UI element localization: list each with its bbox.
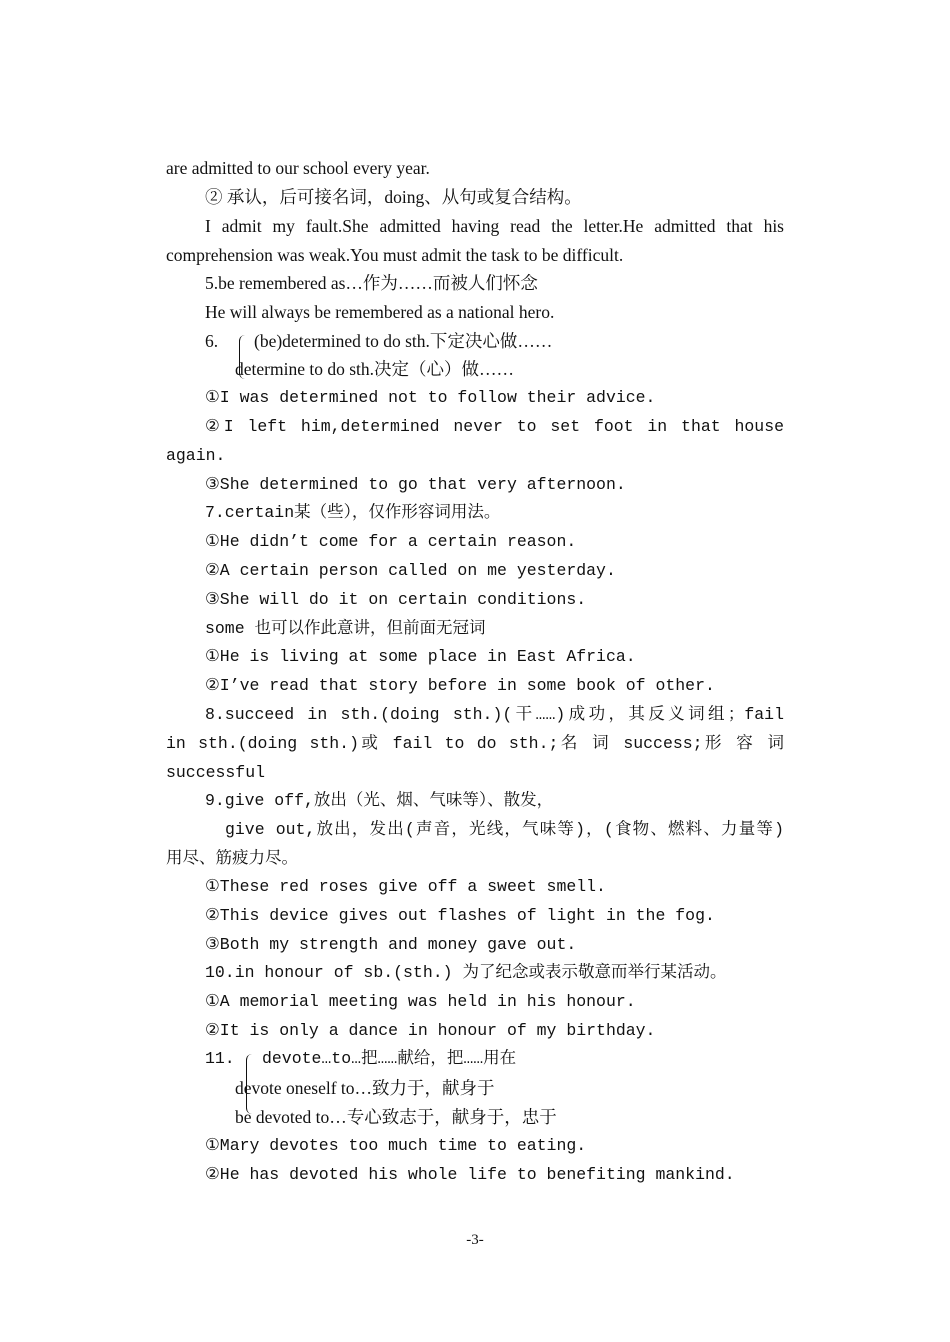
text-line: ①Mary devotes too much time to eating. <box>205 1136 587 1155</box>
text-line: ①These red roses give off a sweet smell. <box>205 877 606 896</box>
text-line: determine to do sth.决定（心）做…… <box>235 359 514 379</box>
item-number: 11. <box>205 1049 235 1068</box>
text-line: 10.in honour of sb.(sth.) 为了纪念或表示敬意而举行某活动。 <box>205 963 727 982</box>
text-line: 9.give off,放出（光、烟、气味等）、散发， <box>205 791 554 810</box>
text-line: ③She determined to go that very afternoon. <box>205 475 626 494</box>
text-line: 8.succeed in sth.(doing sth.)(干……)成功，其反义词组；fail <box>205 705 784 724</box>
text-line: give out,放出，发出(声音，光线，气味等)，(食物、燃料、力量等) <box>225 820 784 839</box>
text-line: 用尽、筋疲力尽。 <box>166 849 298 868</box>
text-line: be devoted to…专心致志于，献身于，忠于 <box>235 1107 557 1127</box>
text-line: (be)determined to do sth.下定决心做…… <box>254 331 553 351</box>
text-line: in sth.(doing sth.)或 fail to do sth.;名 词 success;形 容 词 <box>166 734 784 753</box>
text-line: comprehension was weak.You must admit the task to be difficult. <box>166 245 624 265</box>
text-line: ②He has devoted his whole life to benefiting mankind. <box>205 1165 735 1184</box>
text-line: devote oneself to…致力于，献身于 <box>235 1078 495 1098</box>
text-line: ①He is living at some place in East Africa. <box>205 647 636 666</box>
text-line: ②This device gives out flashes of light in the fog. <box>205 906 715 925</box>
text-line: some 也可以作此意讲，但前面无冠词 <box>205 619 486 638</box>
text-line: devote…to…把……献给，把……用在 <box>262 1049 517 1068</box>
text-line: 7.certain某（些），仅作形容词用法。 <box>205 503 501 522</box>
text-line: ①A memorial meeting was held in his honour. <box>205 992 636 1011</box>
text-line: ② 承认，后可接名词，doing、从句或复合结构。 <box>205 187 582 207</box>
text-line: successful <box>166 763 266 782</box>
text-line: ②It is only a dance in honour of my birthday. <box>205 1021 656 1040</box>
text-line: ②A certain person called on me yesterday. <box>205 561 616 580</box>
item-number: 6. <box>205 331 219 351</box>
text-line: ②I left him,determined never to set foot in that house <box>205 417 784 436</box>
text-line: ③Both my strength and money gave out. <box>205 935 577 954</box>
text-line: I admit my fault.She admitted having read the letter.He admitted that his <box>205 216 784 236</box>
text-line: ②I’ve read that story before in some book of other. <box>205 676 715 695</box>
text-line: He will always be remembered as a national hero. <box>205 302 555 322</box>
text-line: ③She will do it on certain conditions. <box>205 590 587 609</box>
text-line: again. <box>166 446 226 465</box>
text-line: are admitted to our school every year. <box>166 158 430 178</box>
text-line: 5.be remembered as…作为……而被人们怀念 <box>205 273 538 293</box>
text-line: ①He didn’t come for a certain reason. <box>205 532 577 551</box>
text-line: ①I was determined not to follow their advice. <box>205 388 656 407</box>
page-number: -3- <box>466 1232 484 1248</box>
